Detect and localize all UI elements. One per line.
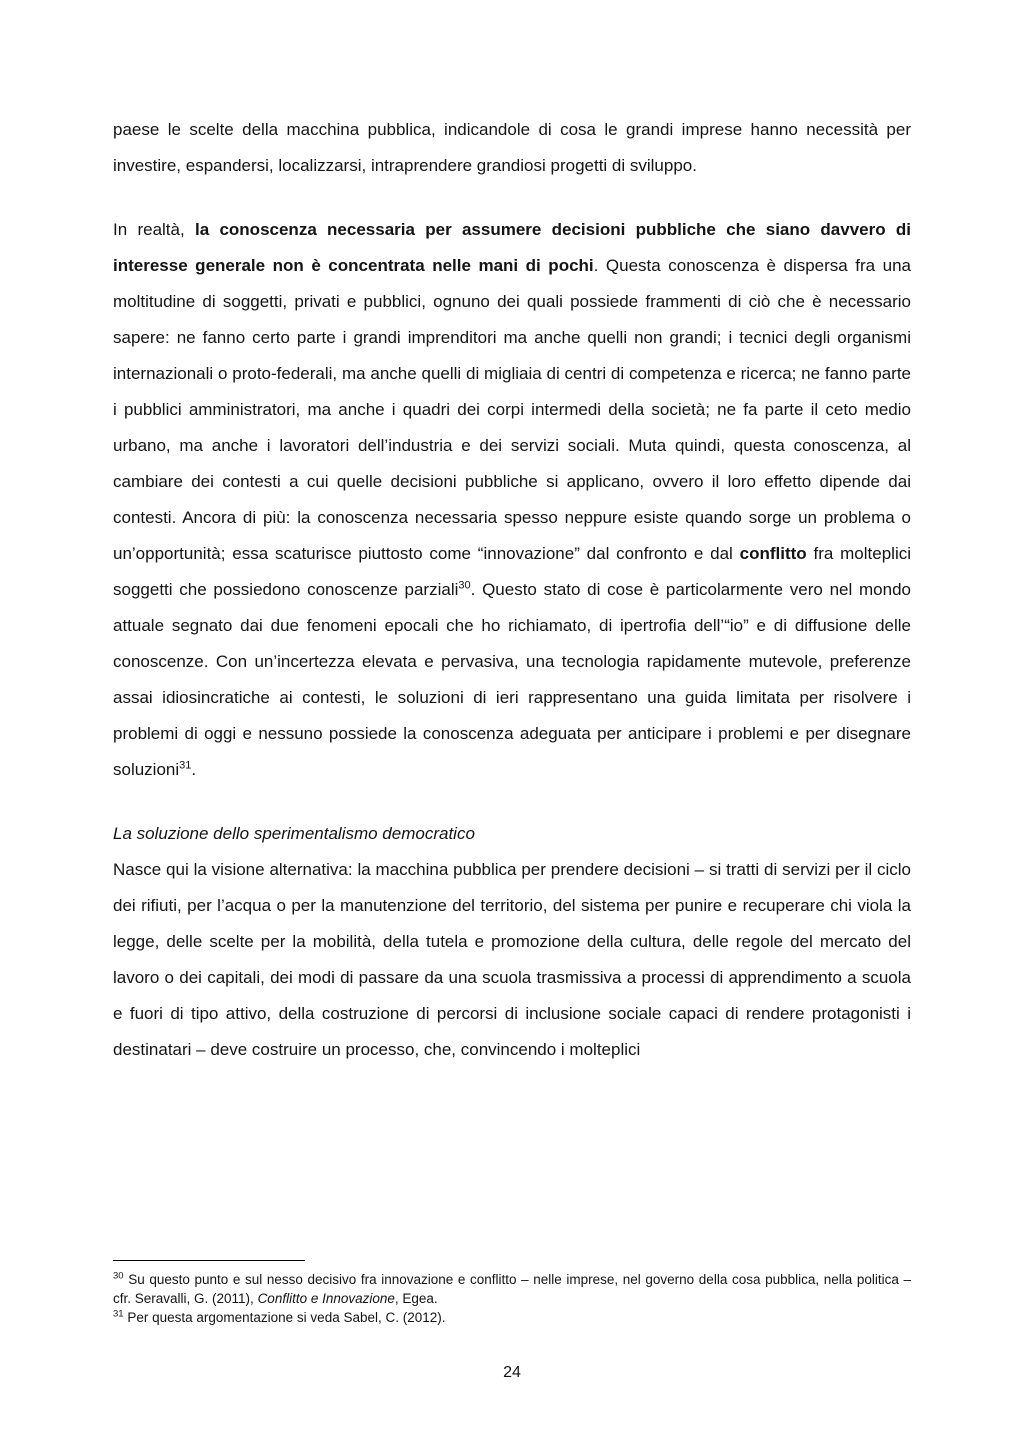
paragraph-intro: paese le scelte della macchina pubblica, indicandole di cosa le grandi imprese hanno necessità per investire, espandersi, localizzarsi, intraprendere grandiosi progetti di sviluppo.	[113, 120, 911, 175]
footnote-30: $^{30}$ Su questo punto e sul nesso decisivo fra innovazione e conflitto – nelle imprese, nel governo della cosa pubblica, nella politica – cfr. Seravalli, G. (2011), Conflitto e Innovazione, Egea.	[113, 1270, 911, 1306]
page-body	[113, 112, 911, 1068]
page-number: 24	[503, 1364, 521, 1381]
footnotes-area	[113, 1260, 911, 1327]
paragraph-knowledge: In realtà, la conoscenza necessaria per assumere decisioni pubbliche che siano davvero di interesse generale non è concentrata nelle mani di pochi. Questa conoscenza è dispersa fra una moltitudine di soggetti, privati e pubblici, ognuno dei quali possiede frammenti di ciò che è necessario sapere: ne fanno certo parte i grandi imprenditori ma anche quelli non grandi; i tecnici degli organismi internazionali o proto-federali, ma anche quelli di migliaia di centri di competenza e ricerca; ne fanno parte i pubblici amministratori, ma anche i quadri dei corpi intermedi della società; ne fa parte il ceto medio urbano, ma anche i lavoratori dell’industria e dei servizi sociali. Muta quindi, questa conoscenza, al cambiare dei contesti a cui quelle decisioni pubbliche si applicano, ovvero il loro effetto dipende dai contesti. Ancora di più: la conoscenza necessaria spesso neppure esiste quando sorge un problema o un’opportunità; essa scaturisce piuttosto come “innovazione” dal confronto e dal conflitto fra molteplici soggetti che possiedono conoscenze parziali$^{30}$. Questo stato di cose è particolarmente vero nel mondo attuale segnato dai due fenomeni epocali che ho richiamato, di ipertrofia dell’“io” e di diffusione delle conoscenze. Con un’incertezza elevata e pervasiva, una tecnologia rapidamente mutevole, preferenze assai idiosincratiche ai contesti, le soluzioni di ieri rappresentano una guida limitata per risolvere i problemi di oggi e nessuno possiede la conoscenza adeguata per anticipare i problemi e per disegnare soluzioni$^{31}$.	[113, 220, 912, 779]
footnote-31: $^{31}$ Per questa argomentazione si veda Sabel, C. (2012).	[113, 1308, 446, 1325]
paragraph-alternative-vision: Nasce qui la visione alternativa: la macchina pubblica per prendere decisioni – si tratti di servizi per il ciclo dei rifiuti, per l’acqua o per la manutenzione del territorio, del sistema per punire e recuperare chi viola la legge, delle scelte per la mobilità, della tutela e promozione della cultura, delle regole del mercato del lavoro o dei capitali, dei modi di passare da una scuola trasmissiva a processi di apprendimento a scuola e fuori di tipo attivo, della costruzione di percorsi di inclusione sociale capaci di rendere protagonisti i destinatari – deve costruire un processo, che, convincendo i molteplici	[113, 860, 911, 1059]
section-heading: La soluzione dello sperimentalismo democratico	[113, 824, 475, 843]
footnote-separator	[113, 1260, 305, 1261]
